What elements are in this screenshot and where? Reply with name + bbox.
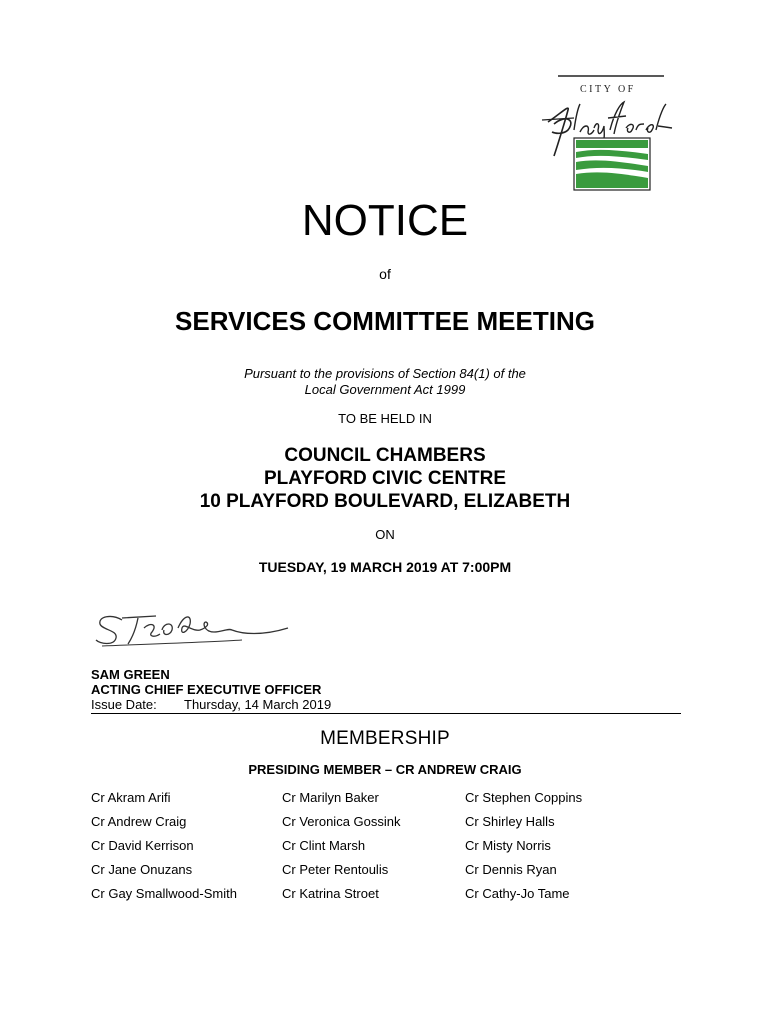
venue-line-1: COUNCIL CHAMBERS xyxy=(284,445,486,466)
city-of-playford-logo xyxy=(540,74,680,196)
of-text: of xyxy=(379,266,391,282)
pursuant-text xyxy=(0,366,770,398)
pursuant-line-1: Pursuant to the provisions of Section 84(1) of the xyxy=(244,366,526,381)
on-text: ON xyxy=(375,527,395,542)
venue-block xyxy=(0,444,770,513)
member-name: Cr Gay Smallwood-Smith xyxy=(91,886,237,901)
notice-title: NOTICE xyxy=(301,196,469,245)
member-row xyxy=(91,862,645,886)
member-row xyxy=(91,814,645,838)
issue-date-label: Issue Date: xyxy=(91,697,157,712)
membership-heading: MEMBERSHIP xyxy=(320,728,450,749)
member-row xyxy=(91,838,645,862)
member-name: Cr Akram Arifi xyxy=(91,790,171,805)
meeting-date: TUESDAY, 19 MARCH 2019 AT 7:00PM xyxy=(258,559,512,575)
member-row xyxy=(91,790,645,814)
member-name: Cr Veronica Gossink xyxy=(282,814,401,829)
member-name: Cr Andrew Craig xyxy=(91,814,187,829)
member-name: Cr Shirley Halls xyxy=(465,814,555,829)
meeting-title: SERVICES COMMITTEE MEETING xyxy=(175,306,595,336)
issue-date-line xyxy=(91,697,681,714)
member-list xyxy=(91,790,645,910)
venue-line-3: 10 PLAYFORD BOULEVARD, ELIZABETH xyxy=(199,491,571,512)
member-name: Cr Peter Rentoulis xyxy=(282,862,389,877)
signer-name: SAM GREEN xyxy=(91,667,170,682)
member-name: Cr Jane Onuzans xyxy=(91,862,193,877)
member-name: Cr Marilyn Baker xyxy=(282,790,379,805)
member-name: Cr Misty Norris xyxy=(465,838,551,853)
presiding-member: PRESIDING MEMBER – CR ANDREW CRAIG xyxy=(248,762,522,777)
member-name: Cr Clint Marsh xyxy=(282,838,366,853)
held-in-text: TO BE HELD IN xyxy=(338,411,432,426)
venue-line-2: PLAYFORD CIVIC CENTRE xyxy=(263,468,507,489)
member-name: Cr David Kerrison xyxy=(91,838,194,853)
signature-image xyxy=(92,606,292,654)
pursuant-line-2: Local Government Act 1999 xyxy=(304,382,466,397)
member-name: Cr Stephen Coppins xyxy=(465,790,583,805)
issue-date-value: Thursday, 14 March 2019 xyxy=(184,697,332,712)
member-name: Cr Cathy-Jo Tame xyxy=(465,886,570,901)
member-name: Cr Katrina Stroet xyxy=(282,886,379,901)
signer-role: ACTING CHIEF EXECUTIVE OFFICER xyxy=(91,682,322,697)
signer-block xyxy=(91,667,321,697)
member-row xyxy=(91,886,645,910)
member-name: Cr Dennis Ryan xyxy=(465,862,557,877)
logo-top-text: CITY OF xyxy=(580,84,636,95)
